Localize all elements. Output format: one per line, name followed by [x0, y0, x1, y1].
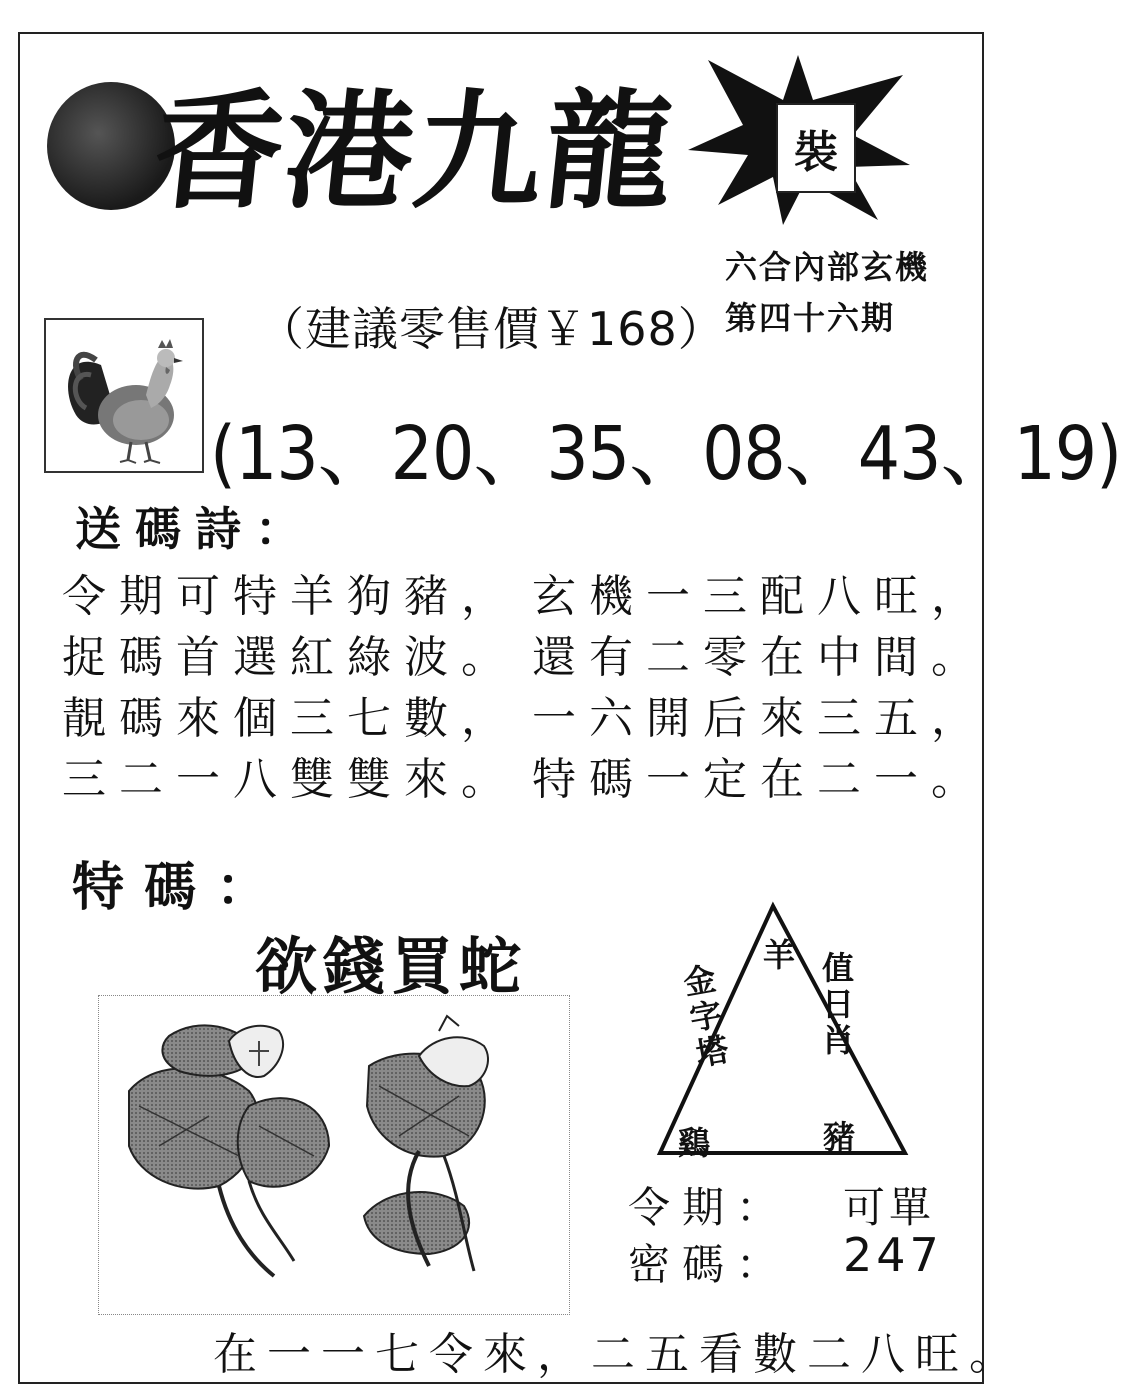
poem-line: 特碼一定在二一。	[532, 754, 988, 805]
poem-line: 一六開后來三五，	[532, 693, 988, 744]
flower-illustration	[98, 995, 570, 1315]
triangle-left-label: 金字塔	[680, 959, 732, 1074]
footer-text: 在一一七令來，二五看數二八旺。	[213, 1329, 1023, 1380]
rooster-picture	[44, 318, 204, 473]
poem-line: 捉碼首選紅綠波。	[62, 632, 518, 683]
secret-code-label: 密碼：	[628, 1240, 791, 1289]
poem-line: 還有二零在中間。	[532, 632, 988, 683]
issue-number: 第四十六期	[725, 299, 896, 337]
poem-line: 三二一八雙雙來。	[62, 754, 518, 805]
poem-line: 令期可特羊狗豬，	[62, 571, 518, 622]
poem-left-column	[62, 566, 518, 810]
poem-right-column	[532, 566, 988, 810]
poem-line: 靚碼來個三七數，	[62, 693, 518, 744]
triangle-bottom-left-label: 鷄	[678, 1124, 711, 1162]
poem-heading: 送碼詩：	[75, 502, 315, 556]
lucky-numbers: (13、20、35、08、43、19)	[210, 411, 1121, 497]
poem-line: 玄機一三配八旺，	[532, 571, 988, 622]
triangle-top-label: 羊	[763, 936, 796, 974]
period-value: 可單	[843, 1183, 936, 1232]
badge: 裝	[776, 103, 856, 193]
flower-icon	[99, 996, 569, 1314]
subtitle-mechanism: 六合內部玄機	[725, 248, 930, 286]
triangle-bottom-right-label: 豬	[823, 1118, 856, 1156]
rooster-icon	[46, 320, 202, 471]
period-label: 令期：	[628, 1183, 791, 1232]
triangle-right-label: 值日肖	[822, 949, 855, 1059]
special-code-riddle: 欲錢買蛇	[255, 930, 528, 1003]
secret-code-value: 247	[843, 1228, 943, 1282]
price-text: （建議零售價￥168）	[258, 302, 725, 356]
special-code-heading: 特碼：	[72, 857, 289, 918]
page-title: 香港九龍	[147, 77, 683, 227]
